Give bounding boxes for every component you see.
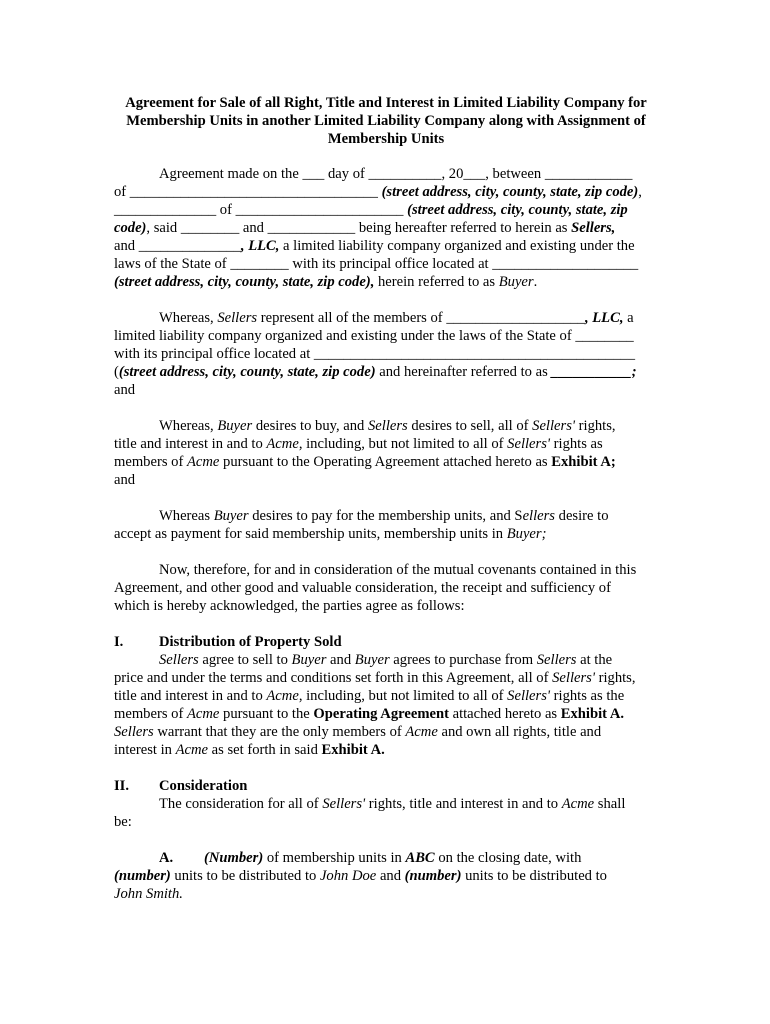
person-name: John Smith. (114, 886, 183, 902)
company-name: Acme (186, 454, 220, 470)
party-buyer: Buyer (498, 274, 534, 290)
whereas-text: and (114, 472, 136, 488)
body-text: units to be distributed to (461, 868, 607, 884)
body-text: shall (594, 796, 626, 812)
party-sellers: Sellers (159, 652, 199, 668)
whereas-text: rights, (575, 418, 616, 434)
party-buyer: Buyer (217, 418, 253, 434)
party-sellers: ellers (522, 508, 555, 524)
body-text: and (326, 652, 355, 668)
whereas-text: desires to pay for the membership units, and S (248, 508, 523, 524)
party-sellers: Sellers (114, 724, 154, 740)
body-text: Now, therefore, for and in consideration of the mutual covenants contained in this (159, 562, 637, 578)
body-text: at the (576, 652, 613, 668)
subsection-a (114, 849, 658, 903)
body-text: agree to sell to (198, 652, 292, 668)
intro-paragraph (114, 165, 658, 291)
whereas-paragraph-3 (114, 507, 658, 543)
now-therefore-paragraph (114, 561, 658, 615)
body-text: title and interest in and to (114, 688, 267, 704)
party-buyer: Buyer (291, 652, 327, 668)
body-text: on the closing date, with (434, 850, 582, 866)
party-sellers: Sellers' (507, 688, 551, 704)
intro-text: of __________________________________ (114, 184, 382, 200)
body-text: attached hereto as (448, 706, 561, 722)
body-text: interest in (114, 742, 176, 758)
exhibit-reference: Exhibit A. (321, 742, 385, 758)
address-placeholder: (street address, city, county, state, zip code), (114, 274, 375, 290)
whereas-text: limited liability company organized and existing under the laws of the State of ________ (114, 328, 634, 344)
party-buyer: Buyer (354, 652, 390, 668)
company-name: Acme (266, 436, 299, 452)
party-buyer: Buyer; (506, 526, 547, 542)
body-text: of membership units in (263, 850, 406, 866)
party-sellers: Sellers' (507, 436, 551, 452)
intro-text: , said ________ and ____________ being hereafter referred to herein as (146, 220, 572, 236)
body-text: The consideration for all of (159, 796, 323, 812)
intro-line: Agreement made on the ___ day of __________, 20___, between ____________ (159, 166, 633, 182)
whereas-text: Whereas, (159, 310, 218, 326)
exhibit-reference: Exhibit A; (551, 454, 616, 470)
section-number: II. (114, 778, 130, 794)
body-text: and own all rights, title and (437, 724, 602, 740)
company-name: Acme (266, 688, 299, 704)
whereas-text: pursuant to the Operating Agreement attached hereto as (219, 454, 552, 470)
operating-agreement-reference: Operating Agreement (313, 706, 449, 722)
number-placeholder: (number) (114, 868, 171, 884)
company-name: Acme (186, 706, 220, 722)
body-text: units to be distributed to (170, 868, 320, 884)
whereas-text: desire to (555, 508, 609, 524)
address-placeholder: (street address, city, county, state, zip code) (381, 184, 639, 200)
blank-field: ___________; (551, 364, 637, 380)
party-sellers: Sellers, (571, 220, 616, 236)
body-text: as set forth in said (208, 742, 322, 758)
whereas-paragraph-2 (114, 417, 658, 489)
party-sellers: Sellers (536, 652, 577, 668)
whereas-paragraph-1: Whereas, Sellers represent all of the members of ___________________, LLC, a limited liability company organized and existing under the laws of the State of ________ with its principal office located at ____________________________________________ ((street address, city, county, state, zip code) and hereinafter referred to as ___________; and (114, 310, 637, 398)
whereas-text: desires to buy, and (252, 418, 368, 434)
intro-text: . (533, 274, 538, 290)
whereas-text: desires to sell, all of (407, 418, 533, 434)
party-sellers: Sellers (217, 310, 258, 326)
body-text: agrees to purchase from (389, 652, 537, 668)
whereas-text: title and interest in and to (114, 436, 267, 452)
number-placeholder: (number) (404, 868, 462, 884)
section-heading: Consideration (159, 778, 248, 794)
address-placeholder: code) (114, 220, 147, 236)
whereas-text: Whereas (159, 508, 214, 524)
whereas-text: , including, but not limited to all of (298, 436, 508, 452)
party-buyer: Buyer (213, 508, 249, 524)
company-name: Acme (561, 796, 595, 812)
company-name: Acme (175, 742, 209, 758)
whereas-text: and (114, 382, 136, 398)
number-placeholder: (Number) (204, 850, 264, 866)
whereas-text: with its principal office located at ____________________________________________ (114, 346, 635, 362)
whereas-text: Whereas, (159, 418, 218, 434)
section-number: I. (114, 634, 124, 650)
whereas-text: rights as (550, 436, 603, 452)
whereas-text: a (623, 310, 634, 326)
subsection-number: A. (159, 850, 174, 866)
intro-text: ______________ of _______________________ (114, 202, 408, 218)
body-text: , including, but not limited to all of (298, 688, 508, 704)
body-text: pursuant to the (219, 706, 314, 722)
whereas-text: represent all of the members of ___________________ (257, 310, 585, 326)
intro-text: , (638, 184, 642, 200)
body-text: and (376, 868, 405, 884)
section-distribution (114, 633, 658, 759)
person-name: John Doe (319, 868, 377, 884)
intro-text: laws of the State of ________ with its principal office located at ____________________ (114, 256, 639, 272)
address-placeholder: (street address, city, county, state, zip (407, 202, 628, 218)
body-text: rights, title and interest in and to (365, 796, 562, 812)
whereas-text: and hereinafter referred to as (375, 364, 552, 380)
exhibit-reference: Exhibit A. (560, 706, 625, 722)
intro-text: a limited liability company organized and existing under the (279, 238, 635, 254)
company-name: Acme (405, 724, 438, 740)
section-heading: Distribution of Property Sold (159, 634, 342, 650)
body-text: rights, (594, 670, 636, 686)
llc-label: , LLC, (240, 238, 280, 254)
body-text: rights as the (550, 688, 625, 704)
body-text: be: (114, 814, 132, 830)
body-text: Agreement, and other good and valuable consideration, the receipt and sufficiency of (114, 580, 611, 596)
section-consideration (114, 777, 658, 831)
body-text: price and under the terms and conditions set forth in this Agreement, all of (114, 670, 553, 686)
intro-text: and ______________ (114, 238, 241, 254)
body-text: members of (114, 706, 187, 722)
llc-label: , LLC, (584, 310, 624, 326)
party-sellers: Sellers' (532, 418, 575, 434)
document-title: Agreement for Sale of all Right, Title and Interest in Limited Liability Company for Membership Units in another Limited Liability Company along with Assignment of Membership Units (125, 95, 647, 147)
whereas-text: accept as payment for said membership units, membership units in (114, 526, 507, 542)
party-sellers: Sellers (367, 418, 408, 434)
intro-text: herein referred to as (374, 274, 499, 290)
whereas-text: members of (114, 454, 187, 470)
company-name: ABC (405, 850, 435, 866)
address-placeholder: (street address, city, county, state, zip code) (118, 364, 376, 380)
body-text: warrant that they are the only members of (153, 724, 406, 740)
body-text: which is hereby acknowledged, the parties agree as follows: (114, 598, 465, 614)
party-sellers: Sellers' (552, 670, 595, 686)
party-sellers: Sellers' (322, 796, 366, 812)
